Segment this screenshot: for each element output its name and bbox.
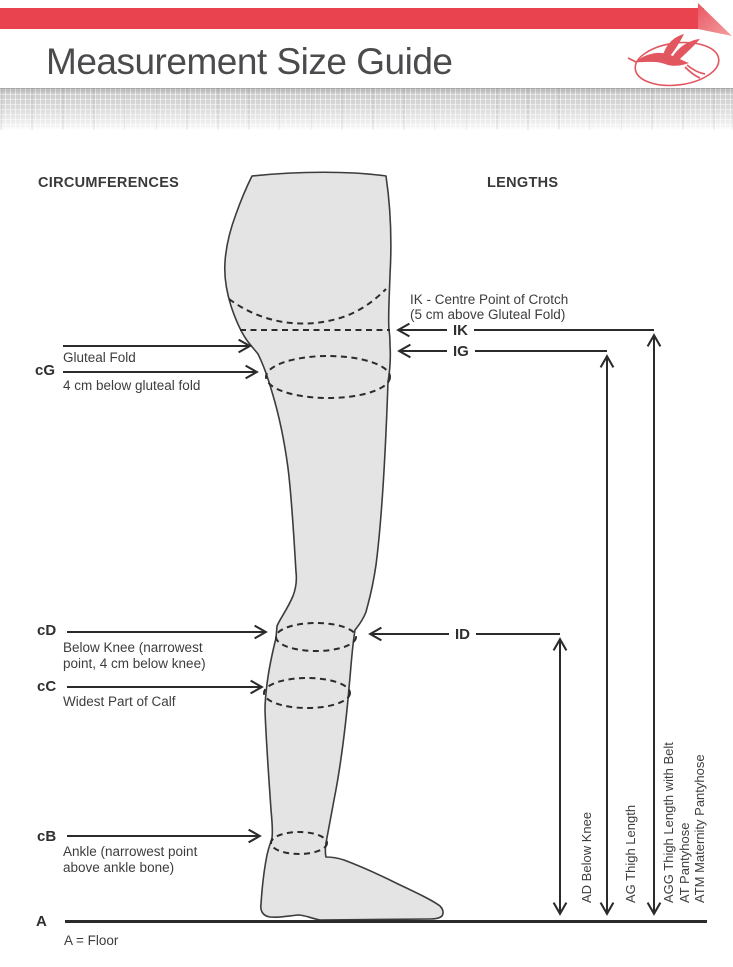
cb-description-label: Ankle (narrowest point above ankle bone) xyxy=(63,844,198,875)
agg-length-labels xyxy=(661,742,708,903)
a-code-label: A xyxy=(36,913,47,930)
leg-outline xyxy=(225,172,443,920)
cc-description-label: Widest Part of Calf xyxy=(63,694,176,709)
atm-maternity-label: ATM Maternity Pantyhose xyxy=(692,754,707,903)
gluteal-fold-label: Gluteal Fold xyxy=(63,350,136,365)
ik-note-line1: IK - Centre Point of Crotch xyxy=(410,292,569,307)
ik-note-line2: (5 cm above Gluteal Fold) xyxy=(410,307,566,322)
ik-code-label: IK xyxy=(447,322,474,339)
cg-code-label: cG xyxy=(35,362,56,379)
ag-thigh-length-label: AG Thigh Length xyxy=(623,804,638,903)
id-code-label: ID xyxy=(449,626,476,643)
page-title: Measurement Size Guide xyxy=(46,41,453,82)
cb-code-label: cB xyxy=(37,828,57,845)
at-pantyhose-label: AT Pantyhose xyxy=(676,822,692,903)
ig-code-label: IG xyxy=(447,343,475,360)
lengths-heading: LENGTHS xyxy=(487,175,559,191)
below-gluteal-label: 4 cm below gluteal fold xyxy=(63,378,201,393)
cc-code-label: cC xyxy=(37,678,57,695)
agg-thigh-belt-label: AGG Thigh Length with Belt xyxy=(661,742,676,903)
leg-figure xyxy=(225,172,443,920)
cd-code-label: cD xyxy=(37,622,57,639)
ad-below-knee-label: AD Below Knee xyxy=(579,811,594,903)
a-floor-label: A = Floor xyxy=(64,933,119,948)
circumferences-heading: CIRCUMFERENCES xyxy=(38,175,180,191)
cd-description-label: Below Knee (narrowest point, 4 cm below knee) xyxy=(63,640,206,671)
